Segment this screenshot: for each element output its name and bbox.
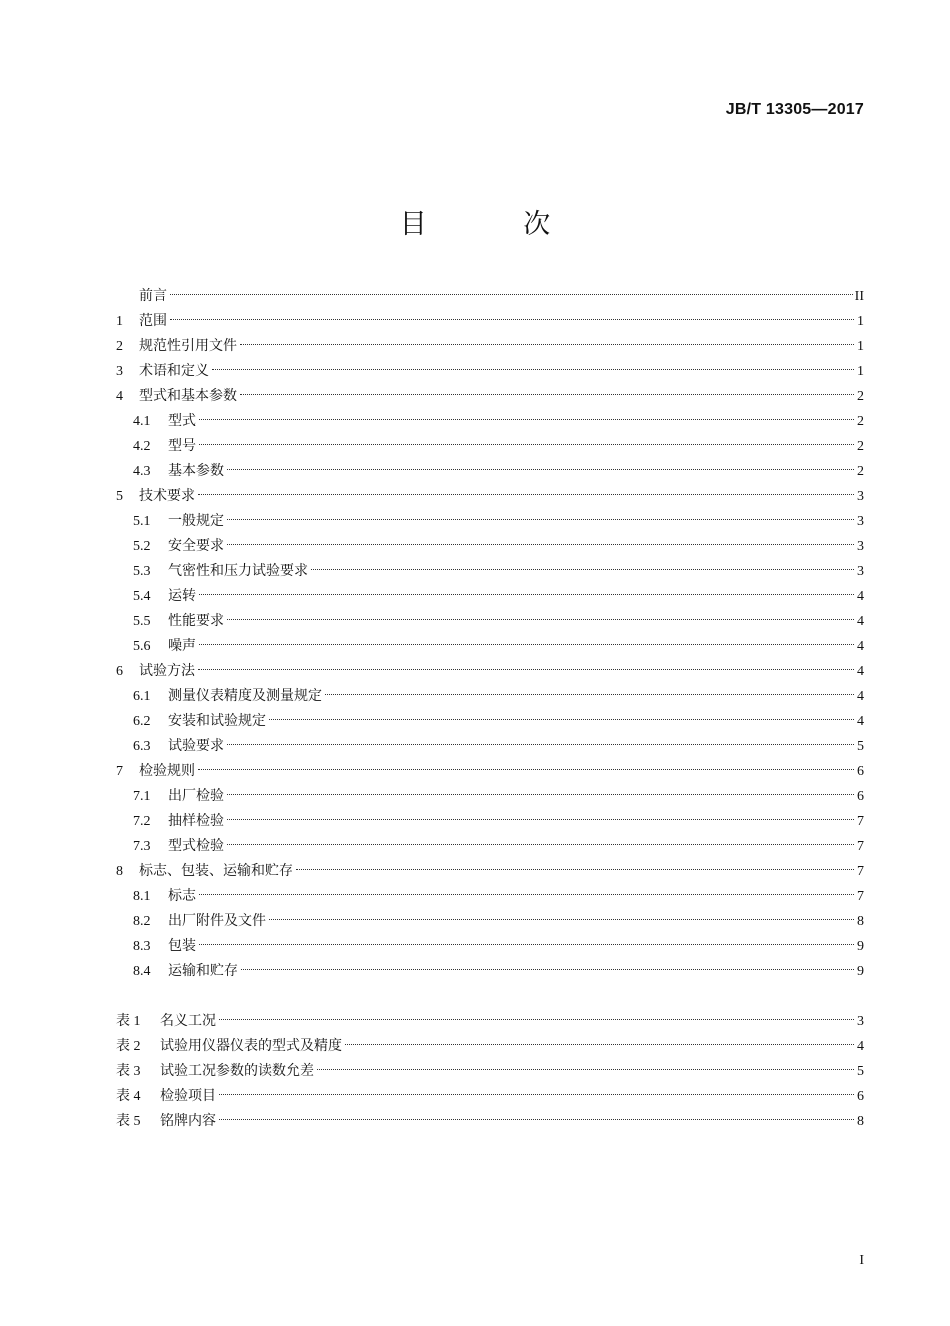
toc-entry[interactable] — [116, 809, 864, 834]
toc-entry-page: 4 — [857, 589, 864, 604]
dot-leader — [269, 719, 854, 720]
dot-leader — [325, 694, 854, 695]
toc-entry-number: 3 — [116, 364, 123, 379]
toc-entry-number: 5.3 — [133, 564, 151, 579]
toc-entry-page: 4 — [857, 689, 864, 704]
toc-entry-number: 4.1 — [133, 414, 151, 429]
toc-entry[interactable] — [116, 434, 864, 459]
toc-entry-number: 表 2 — [116, 1039, 141, 1054]
page-number: I — [859, 1253, 864, 1268]
toc-entry-page: 3 — [857, 539, 864, 554]
toc-entry[interactable] — [116, 609, 864, 634]
toc-entry-title: 型式和基本参数 — [139, 388, 237, 404]
dot-leader — [199, 419, 854, 420]
toc-entry-title: 标志、包装、运输和贮存 — [139, 863, 293, 879]
toc-entry-number: 5.4 — [133, 589, 151, 604]
toc-entry-title: 运输和贮存 — [168, 963, 238, 979]
toc-entry-page: 2 — [857, 414, 864, 429]
toc-entry-title: 前言 — [139, 288, 167, 304]
toc-entry[interactable] — [116, 1109, 864, 1134]
toc-entry[interactable] — [116, 534, 864, 559]
dot-leader — [311, 569, 854, 570]
dot-leader — [227, 619, 854, 620]
toc-entry[interactable] — [116, 759, 864, 784]
toc-entry-title: 基本参数 — [168, 463, 224, 479]
dot-leader — [199, 894, 854, 895]
toc-entry[interactable] — [116, 859, 864, 884]
toc-entry-number: 表 4 — [116, 1089, 141, 1104]
dot-leader — [199, 644, 854, 645]
toc-entry-page: 8 — [857, 914, 864, 929]
toc-entry-title: 范围 — [139, 313, 167, 329]
toc-entry-page: 7 — [857, 839, 864, 854]
toc-entry-page: 6 — [857, 1089, 864, 1104]
toc-entry[interactable] — [116, 909, 864, 934]
dot-leader — [317, 1069, 854, 1070]
toc-entry[interactable] — [116, 684, 864, 709]
toc-entry-number: 4.3 — [133, 464, 151, 479]
toc-entry-number: 7.2 — [133, 814, 151, 829]
toc-entry-page: 5 — [857, 739, 864, 754]
toc-entry[interactable] — [116, 584, 864, 609]
toc-entry-title: 试验工况参数的读数允差 — [160, 1063, 314, 1079]
dot-leader — [219, 1094, 854, 1095]
toc-entry-title: 试验方法 — [139, 663, 195, 679]
toc-entry[interactable] — [116, 784, 864, 809]
toc-entry[interactable] — [116, 334, 864, 359]
toc-entry-title: 术语和定义 — [139, 363, 209, 379]
dot-leader — [296, 869, 854, 870]
toc-entry-page: 3 — [857, 1014, 864, 1029]
dot-leader — [198, 669, 854, 670]
toc-entry[interactable] — [116, 559, 864, 584]
toc-entry-title: 包装 — [168, 938, 196, 954]
toc-entry-number: 8.2 — [133, 914, 151, 929]
dot-leader — [240, 344, 854, 345]
toc-entry-page: 1 — [857, 314, 864, 329]
toc-entry-title: 技术要求 — [139, 488, 195, 504]
dot-leader — [345, 1044, 854, 1045]
dot-leader — [219, 1119, 854, 1120]
toc-entry-number: 4.2 — [133, 439, 151, 454]
toc-entry-title: 气密性和压力试验要求 — [168, 563, 308, 579]
toc-entry-page: 2 — [857, 439, 864, 454]
toc-entry-page: 9 — [857, 964, 864, 979]
toc-entry-page: 4 — [857, 639, 864, 654]
toc-entry-number: 6 — [116, 664, 123, 679]
toc-entry[interactable] — [116, 359, 864, 384]
toc-entry-title: 型式检验 — [168, 838, 224, 854]
standard-code: JB/T 13305—2017 — [725, 101, 864, 118]
toc-entry-number: 5.5 — [133, 614, 151, 629]
toc-entry-title: 铭牌内容 — [160, 1113, 216, 1129]
toc-entry[interactable] — [116, 959, 864, 984]
toc-entry[interactable] — [116, 659, 864, 684]
toc-entry-page: 3 — [857, 514, 864, 529]
dot-leader — [227, 819, 854, 820]
toc-entry[interactable] — [116, 1034, 864, 1059]
toc-entry[interactable] — [116, 1059, 864, 1084]
toc-entry-page: 6 — [857, 764, 864, 779]
toc-entry-number: 5.1 — [133, 514, 151, 529]
toc-entry-number: 8 — [116, 864, 123, 879]
toc-entry-number: 1 — [116, 314, 123, 329]
toc-entry-number: 7 — [116, 764, 123, 779]
toc-entry-number: 2 — [116, 339, 123, 354]
toc-entry-number: 表 5 — [116, 1114, 141, 1129]
toc-entry-title: 抽样检验 — [168, 813, 224, 829]
dot-leader — [212, 369, 854, 370]
toc-entry-number: 4 — [116, 389, 123, 404]
table-list — [116, 1009, 864, 1134]
toc-entry[interactable] — [116, 309, 864, 334]
dot-leader — [198, 769, 854, 770]
toc-entry-page: 3 — [857, 564, 864, 579]
dot-leader — [199, 444, 854, 445]
toc-entry-page: 7 — [857, 889, 864, 904]
toc-entry-number: 8.4 — [133, 964, 151, 979]
toc-entry[interactable] — [116, 884, 864, 909]
toc-entry-number: 6.3 — [133, 739, 151, 754]
toc-entry-page: 7 — [857, 864, 864, 879]
toc-entry-number: 5.2 — [133, 539, 151, 554]
toc-entry[interactable] — [116, 634, 864, 659]
toc-entry-number: 6.1 — [133, 689, 151, 704]
toc-entry-page: 4 — [857, 614, 864, 629]
toc-entry[interactable] — [116, 1084, 864, 1109]
toc-entry[interactable] — [116, 709, 864, 734]
dot-leader — [227, 469, 854, 470]
dot-leader — [219, 1019, 854, 1020]
toc-entry-title: 出厂附件及文件 — [168, 913, 266, 929]
toc-entry-title: 试验要求 — [168, 738, 224, 754]
toc-entry-number: 7.1 — [133, 789, 151, 804]
toc-entry-page: 4 — [857, 1039, 864, 1054]
toc-entry-number: 5.6 — [133, 639, 151, 654]
dot-leader — [170, 319, 854, 320]
toc-entry-number: 7.3 — [133, 839, 151, 854]
toc-entry-title: 标志 — [168, 888, 196, 904]
toc-entry[interactable] — [116, 284, 864, 309]
dot-leader — [241, 969, 854, 970]
toc-entry-title: 一般规定 — [168, 513, 224, 529]
dot-leader — [227, 844, 854, 845]
toc-entry-title: 名义工况 — [160, 1013, 216, 1029]
toc-entry[interactable] — [116, 509, 864, 534]
dot-leader — [198, 494, 854, 495]
toc-entry[interactable] — [116, 384, 864, 409]
toc-entry-title: 试验用仪器仪表的型式及精度 — [160, 1038, 342, 1054]
toc-entry-page: 3 — [857, 489, 864, 504]
dot-leader — [199, 594, 854, 595]
toc-entry-title: 性能要求 — [168, 613, 224, 629]
toc-entry-title: 运转 — [168, 588, 196, 604]
toc-entry-page: 2 — [857, 389, 864, 404]
toc-entry-page: II — [854, 289, 864, 304]
toc-entry-title: 型式 — [168, 413, 196, 429]
dot-leader — [269, 919, 854, 920]
toc-entry-number: 表 1 — [116, 1014, 141, 1029]
toc-entry-title: 型号 — [168, 438, 196, 454]
dot-leader — [227, 744, 854, 745]
toc-entry-number: 5 — [116, 489, 123, 504]
toc-entry-title: 出厂检验 — [168, 788, 224, 804]
dot-leader — [227, 794, 854, 795]
toc-entry[interactable] — [116, 734, 864, 759]
toc-entry-title: 安装和试验规定 — [168, 713, 266, 729]
toc-entry[interactable] — [116, 409, 864, 434]
toc-entry-title: 噪声 — [168, 638, 196, 654]
toc-entry-title: 规范性引用文件 — [139, 338, 237, 354]
toc-entry-number: 表 3 — [116, 1064, 141, 1079]
toc-entry[interactable] — [116, 934, 864, 959]
toc-entry-page: 9 — [857, 939, 864, 954]
dot-leader — [227, 544, 854, 545]
toc-entry[interactable] — [116, 459, 864, 484]
toc-entry-title: 检验规则 — [139, 763, 195, 779]
toc-entry[interactable] — [116, 834, 864, 859]
toc-entry-page: 4 — [857, 714, 864, 729]
toc-entry-page: 4 — [857, 664, 864, 679]
page-title: 目 次 — [399, 209, 595, 240]
toc-entry[interactable] — [116, 1009, 864, 1034]
toc-entry[interactable] — [116, 484, 864, 509]
toc-entry-number: 8.3 — [133, 939, 151, 954]
dot-leader — [199, 944, 854, 945]
toc-entry-title: 测量仪表精度及测量规定 — [168, 688, 322, 704]
toc-entry-page: 1 — [857, 364, 864, 379]
toc-entry-title: 检验项目 — [160, 1088, 216, 1104]
toc-entry-page: 8 — [857, 1114, 864, 1129]
toc-entry-page: 5 — [857, 1064, 864, 1079]
toc-entry-page: 2 — [857, 464, 864, 479]
toc-entry-number: 6.2 — [133, 714, 151, 729]
dot-leader — [240, 394, 854, 395]
toc-entry-number: 8.1 — [133, 889, 151, 904]
toc-entry-page: 7 — [857, 814, 864, 829]
table-of-contents — [116, 284, 864, 984]
toc-entry-page: 1 — [857, 339, 864, 354]
toc-entry-page: 6 — [857, 789, 864, 804]
dot-leader — [170, 294, 853, 295]
dot-leader — [227, 519, 854, 520]
toc-entry-title: 安全要求 — [168, 538, 224, 554]
